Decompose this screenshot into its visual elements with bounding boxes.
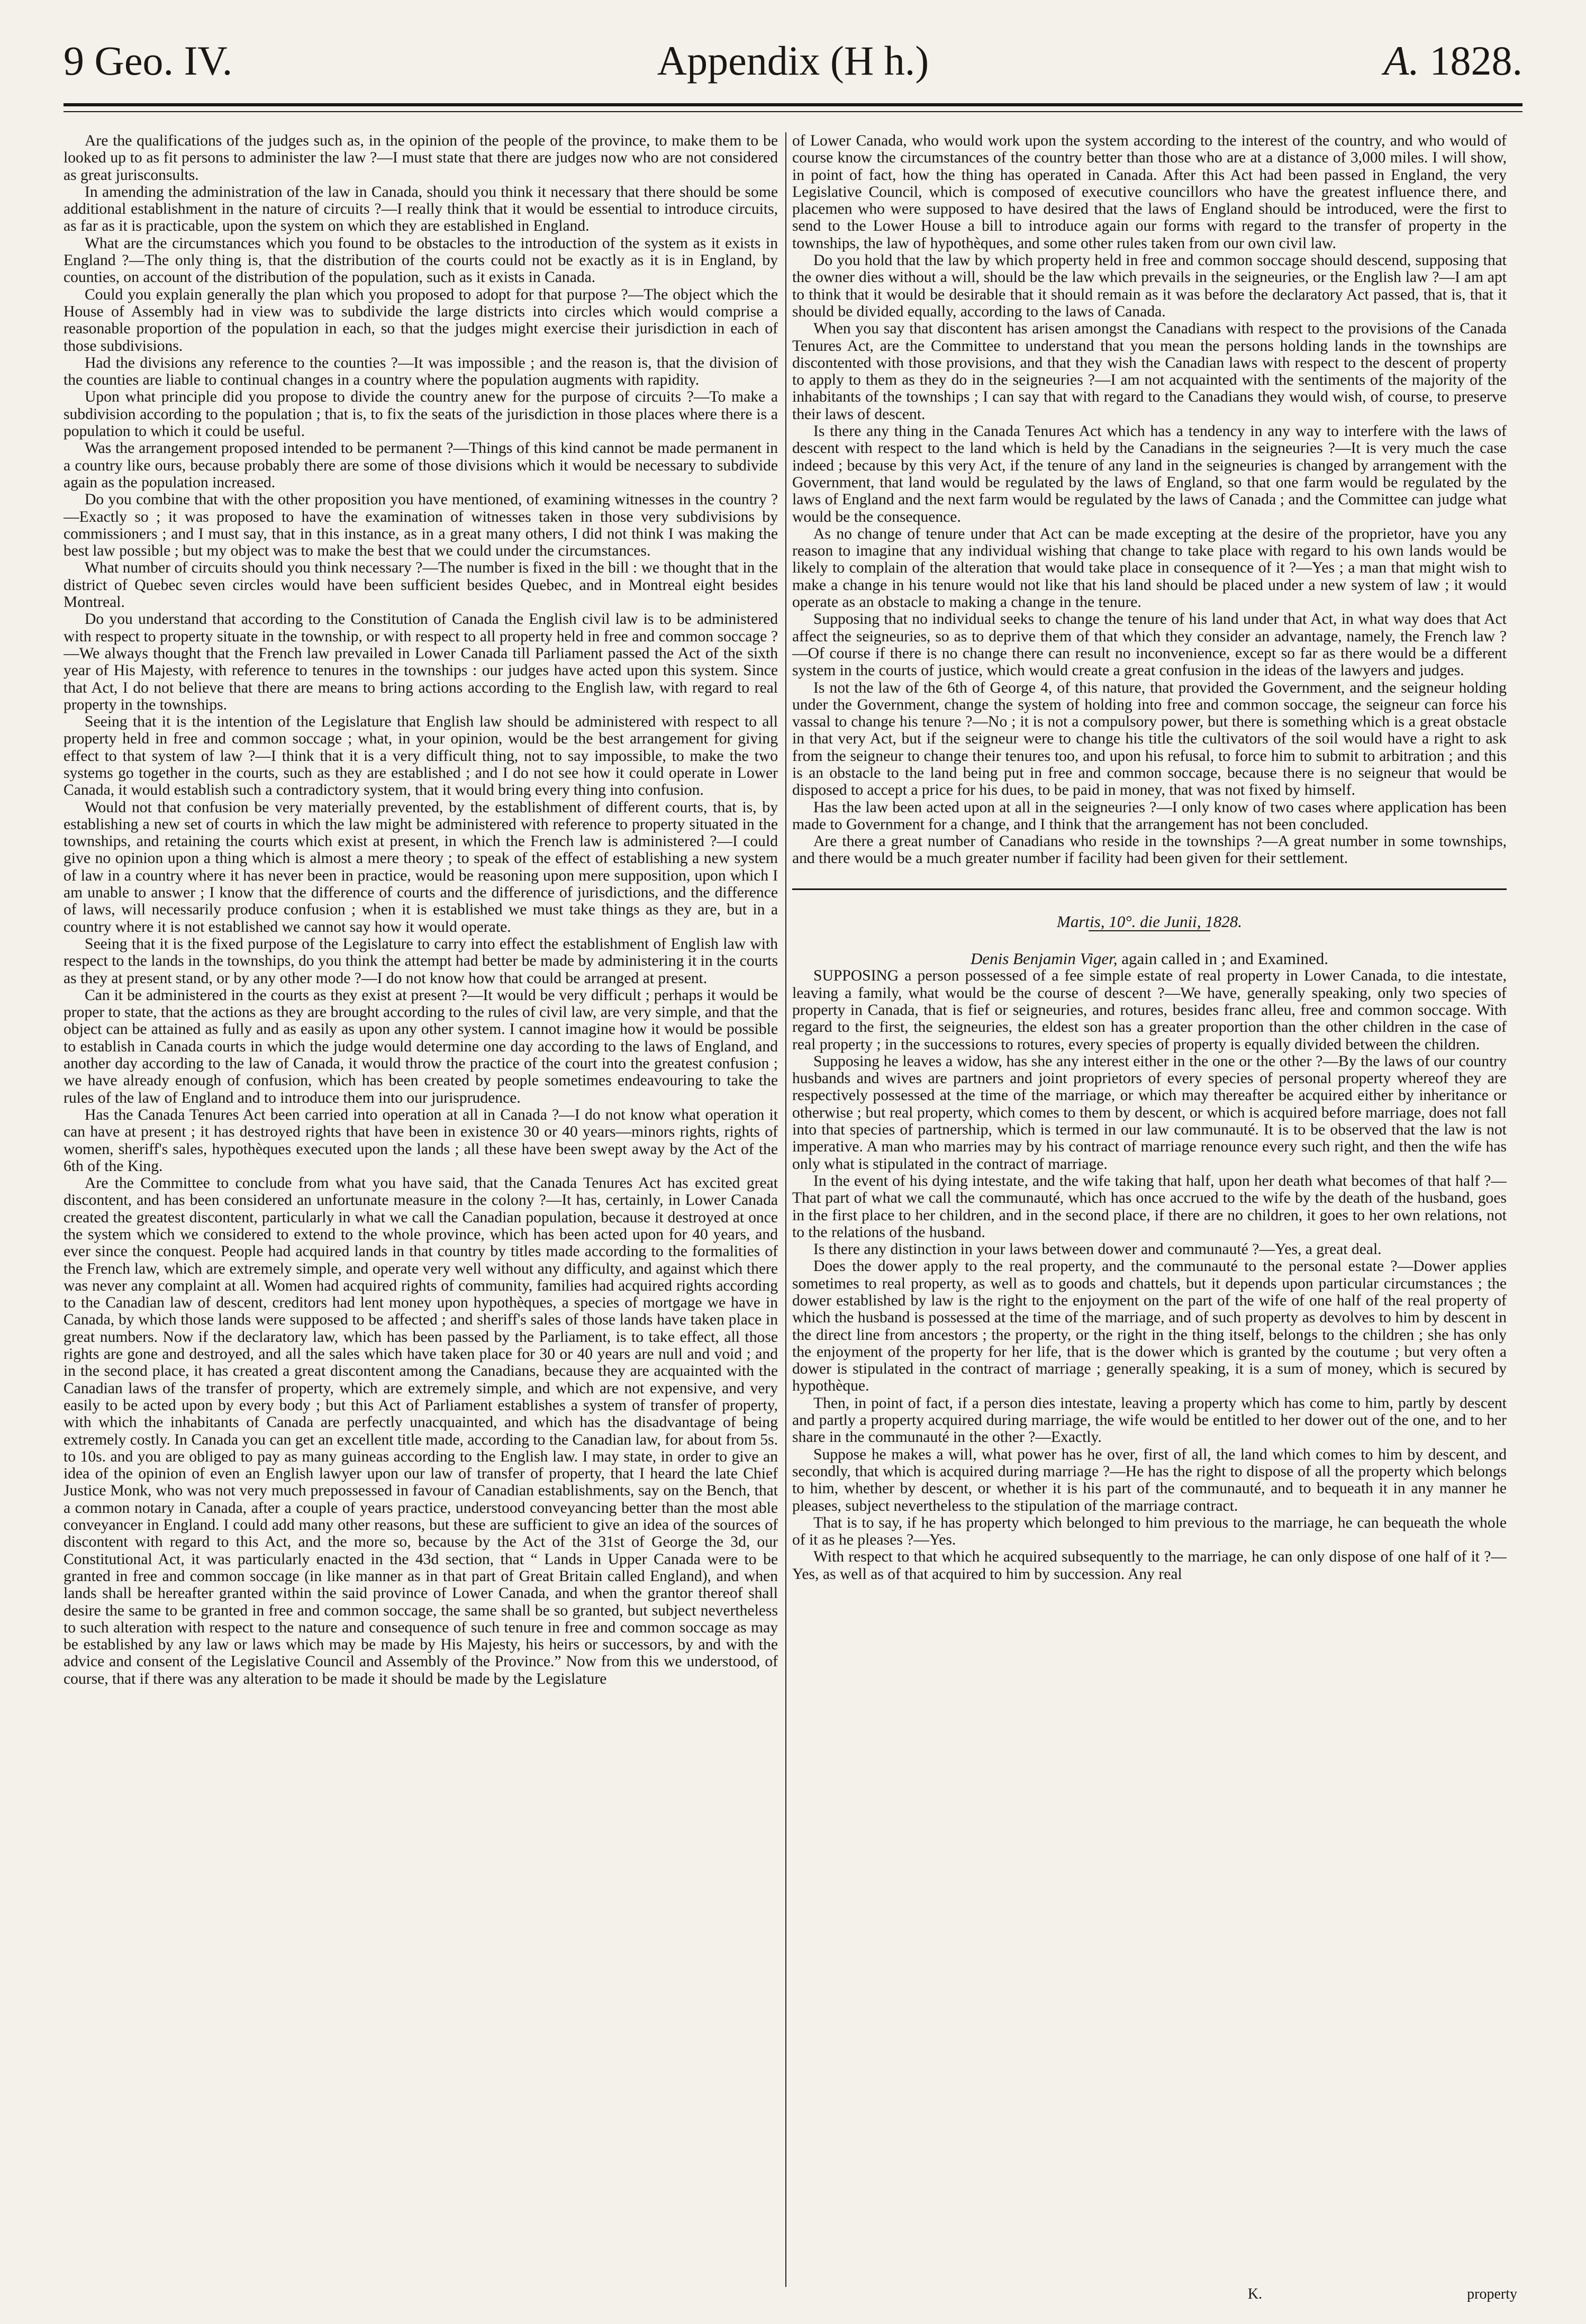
- left-paragraph: Can it be administered in the courts as they exist at present ?—It would be very difficult ; perhaps it would be proper to state, that the actions as they are brought according to the rules of civil law, are very simple, and that the object can be attained as fully and as easily as upon any other system. I cannot imagine how it would be possible to establish in Canada courts in which the judge would determine one day according to the laws of England, and another day according to the law of Canada, it would throw the practice of the court into the greatest confusion ; we have already enough of confusion, which has been created by people sometimes endeavouring to take the rules of the law of England and to introduce them into our jurisprudence.: [64, 986, 778, 1106]
- header-year-letter: A.: [1383, 38, 1419, 84]
- examination-paragraph: With respect to that which he acquired subsequently to the marriage, he can only dispose of one half of it ?—Yes, as well as of that acquired to him by succession. Any real: [792, 1548, 1507, 1583]
- page-header: [64, 32, 1522, 90]
- examination-paragraph: Then, in point of fact, if a person dies intestate, leaving a property which has come to him, partly by descent and partly a property acquired during marriage, the wife would be entitled to her dower out of the one, and to her share in the communauté in the other ?—Exactly.: [792, 1394, 1507, 1446]
- right-column: [792, 132, 1507, 2287]
- header-year-number: 1828.: [1429, 38, 1522, 84]
- examination-paragraph: Supposing he leaves a widow, has she any interest either in the one or the other ?—By the laws of our country husbands and wives are partners and joint proprietors of every species of personal property whereof they are respectively possessed at the time of the marriage, or which may thereafter be acquired either by inheritance or otherwise ; but real property, which comes to them by descent, or which is acquired before marriage, does not fall into that species of partnership, which is termed in our law communauté. It is to be observed that the law is not imperative. A man who marries may by his contract of marriage renounce every such right, and then the wife has only what is stipulated in the contract of marriage.: [792, 1052, 1507, 1173]
- witness-line: [792, 950, 1507, 967]
- dateline: Martis, 10°. die Junii, 1828.: [1057, 912, 1242, 931]
- examination-paragraph: Does the dower apply to the real property, and the communauté to the personal estate ?—Dower applies sometimes to real property, as well as to goods and chattels, but it depends upon particular circumstances ; the dower established by law is the right to the enjoyment on the part of the wife of one half of the real property of which the husband is possessed at the time of the marriage, and of such property as devolves to him by descent in the direct line from ancestors ; the property, or the right in the thing itself, belongs to the children ; she has only the enjoyment of the property for her life, that is the dower which is granted by the coutume ; but very often a dower is stipulated in the contract of marriage ; generally speaking, it is a sum of money, which is secured by hypothèque.: [792, 1258, 1507, 1395]
- right-paragraph: Has the law been acted upon at all in the seigneuries ?—I only know of two cases where application has been made to Government for a change, and I think that the arrangement has not been concluded.: [792, 798, 1507, 833]
- right-paragraph: Is there any thing in the Canada Tenures Act which has a tendency in any way to interfere with the laws of descent with respect to the land which is held by the Canadians in the seigneuries ?—It is very much the case indeed ; because by this very Act, if the tenure of any land in the seigneuries is changed by arrangement with the Government, that land would be regulated by the laws of England, so that one farm would be regulated by the laws of England and the next farm would be regulated by the laws of Canada ; and the Committee can judge what would be the consequence.: [792, 423, 1507, 525]
- left-paragraph: Was the arrangement proposed intended to be permanent ?—Things of this kind cannot be made permanent in a country like ours, because probably there are some of those divisions which it would be necessary to subdivide again as the population increased.: [64, 440, 778, 491]
- left-column: [64, 132, 778, 2287]
- signature-mark: K.: [1247, 2286, 1263, 2302]
- header-year: [1384, 32, 1522, 90]
- left-paragraph: Had the divisions any reference to the counties ?—It was impossible ; and the reason is, that the division of the counties are liable to continual changes in a country where the population augments with rapidity.: [64, 354, 778, 389]
- header-title: Appendix (H h.): [657, 38, 929, 84]
- left-paragraph: Could you explain generally the plan which you proposed to adopt for that purpose ?—The object which the House of Assembly had in view was to subdivide the large districts into circles which would comprise a reasonable proportion of the population in each, so that the judges might exercise their jurisdiction in each of those subdivisions.: [64, 286, 778, 355]
- examination-paragraph: SUPPOSING a person possessed of a fee simple estate of real property in Lower Canada, to die intestate, leaving a family, what would be the course of descent ?—We have, generally speaking, only two species of property in Canada, that is fief or seigneuries, and rotures, besides franc alleu, free and common soccage. With regard to the first, the seigneuries, the eldest son has a greater proportion than the other children in the case of real property ; in the successions to rotures, every species of property is equally divided between the children.: [792, 967, 1507, 1053]
- catchword: property: [1467, 2286, 1517, 2302]
- left-paragraph: Do you combine that with the other proposition you have mentioned, of examining witnesses in the country ?—Exactly so ; it was proposed to have the examination of witnesses taken in those very subdivisions by commissioners ; and I must say, that in this instance, as in a great many others, I did not think I was making the best law possible ; but my object was to make the best that we could under the circumstances.: [64, 491, 778, 560]
- left-paragraph: Are the Committee to conclude from what you have said, that the Canada Tenures Act has excited great discontent, and has been considered an unfortunate measure in the colony ?—It has, certainly, in Lower Canada created the greatest discontent, particularly in what we call the Canadian population, because it destroyed at once the system which we considered to extend to the whole province, which has been acted upon for 40 years, and ever since the conquest. People had acquired lands in that country by titles made according to the formalities of the French law, which are extremely simple, and operate very well without any difficulty, and against which there was never any complaint at all. Women had acquired rights of community, families had acquired rights according to the Canadian law of descent, creditors had lent money upon hypothèques, a species of mortgage we have in Canada, by which those lands were supposed to be affected ; and sheriff's sales of those lands have taken place in great numbers. Now if the declaratory law, which has been passed by the Parliament, is to take effect, all those rights are gone and destroyed, and all the sales which have taken place for 30 or 40 years are null and void ; and in the second place, it has created a great discontent among the Canadians, because they are acquainted with the Canadian laws of the transfer of property, which are extremely simple, and which are not expensive, and very easily to be acted upon by every body ; but this Act of Parliament establishes a system of transfer of property, with which the inhabitants of Canada are perfectly unacquainted, and which has the disadvantage of being extremely costly. In Canada you can get an excellent title made, according to the Canadian law, for about from 5s. to 10s. and you are obliged to pay as many guineas according to the English law. I may state, in order to give an idea of the opinion of even an English lawyer upon our law of transfer of property, that I heard the late Chief Justice Monk, who was not very much prepossessed in favour of Canadian establishments, say on the Bench, that a common notary in Canada, after a couple of years practice, understood conveyancing better than the most able conveyancer in England. I could add many other reasons, but these are sufficient to give an idea of the sources of discontent with regard to this Act, and the more so, because by the Act of the 31st of George the 3d, our Constitutional Act, it was particularly enacted in the 43d section, that “ Lands in Upper Canada were to be granted in free and common soccage (in like manner as in that part of Great Britain called England), and when lands shall be hereafter granted within the said province of Lower Canada, and when the grantor thereof shall desire the same to be granted in free and common soccage, the same shall be so granted, but subject nevertheless to such alteration with respect to the nature and consequence of such tenure in free and common soccage as may be established by any law or laws which may be made by His Majesty, his heirs or successors, by and with the advice and consent of the Legislative Council and Assembly of the Province.” Now from this we understood, of course, that if there was any alteration to be made it should be made by the Legislature: [64, 1175, 778, 1687]
- left-paragraph: Would not that confusion be very materially prevented, by the establishment of different courts, that is, by establishing a new set of courts in which the law might be administered with reference to property situated in the townships, and retaining the courts which exist at present, in which the French law is administered ?—I could give no opinion upon a thing which is almost a mere theory ; to speak of the effect of establishing a new system of law in a country where it has never been in practice, would be reasoning upon mere supposition, upon which I am unable to answer ; I know that the difference of courts and the difference of jurisdictions, and the difference of laws, will necessarily produce confusion ; when it is established we must take things as they are, but in a country where it is not established we cannot say how it would operate.: [64, 798, 778, 936]
- header-session: 9 Geo. IV.: [64, 38, 233, 84]
- right-paragraph: As no change of tenure under that Act can be made excepting at the desire of the proprietor, have you any reason to imagine that any individual wishing that change to take place with regard to his own lands would be likely to complain of the alteration that would take place in consequence of it ?—Yes ; a man that might wish to make a change in his tenure would not like that his land should be placed under a new system of law ; it would operate as an obstacle to making a change in the tenure.: [792, 525, 1507, 611]
- left-paragraph: What number of circuits should you think necessary ?—The number is fixed in the bill : we thought that in the district of Quebec seven circles would have been sufficient besides Quebec, and in Montreal eight besides Montreal.: [64, 559, 778, 611]
- header-rule-thick: [64, 103, 1522, 106]
- left-paragraph: In amending the administration of the law in Canada, should you think it necessary that there should be some additional establishment in the nature of circuits ?—I really think that it would be essential to introduce circuits, as far as it is practicable, upon the system on which they are established in England.: [64, 183, 778, 235]
- right-paragraph: Do you hold that the law by which property held in free and common soccage should descend, supposing that the owner dies without a will, should be the law which prevails in the seigneuries, or the English law ?—I am apt to think that it would be desirable that it should remain as it was before the declaratory Act passed, that is, that it should be divided equally, according to the laws of Canada.: [792, 252, 1507, 320]
- right-paragraph: Are there a great number of Canadians who reside in the townships ?—A great number in some townships, and there would be a much greater number if facility had been given for their settlement.: [792, 833, 1507, 867]
- left-paragraph: Do you understand that according to the Constitution of Canada the English civil law is to be administered with respect to property situate in the township, or with respect to all property held in free and common soccage ?—We always thought that the French law prevailed in Lower Canada till Parliament passed the Act of the sixth year of His Majesty, with reference to tenures in the townships : our judges have acted upon this system. Since that Act, I do not believe that there are means to bring actions according to the English law, with regard to real property in the townships.: [64, 611, 778, 713]
- examination-paragraph: Suppose he makes a will, what power has he over, first of all, the land which comes to him by descent, and secondly, that which is acquired during marriage ?—He has the right to dispose of all the property which belongs to him, whether by descent, or whether it is his part of the communauté, and to bequeath it in any manner he pleases, subject nevertheless to the stipulation of the marriage contract.: [792, 1446, 1507, 1514]
- examination-paragraph: In the event of his dying intestate, and the wife taking that half, upon her death what becomes of that half ?—That part of what we call the communauté, which has once accrued to the wife by the death of the husband, goes in the first place to her children, and in the second place, if there are no children, it goes to her own relations, not to the relations of the husband.: [792, 1172, 1507, 1241]
- page-footer: [1248, 2286, 1517, 2303]
- right-paragraph: of Lower Canada, who would work upon the system according to the interest of the country, and who would of course know the circumstances of the country better than those who are at a distance of 3,000 miles. I will show, in point of fact, how the thing has operated in Canada. After this Act had been passed in England, the very Legislative Council, which is composed of executive councillors who have the greatest influence there, and placemen who were supposed to have desired that the laws of England should be introduced, were the first to send to the Lower House a bill to introduce again our forms with regard to the transfer of property in the townships, the law of hypothèques, and some other rules taken from our own civil law.: [792, 132, 1507, 252]
- witness-name: Denis Benjamin Viger,: [970, 949, 1118, 968]
- section-separator: [792, 888, 1507, 890]
- left-paragraph: Are the qualifications of the judges such as, in the opinion of the people of the province, to make them to be looked up to as fit persons to administer the law ?—I must state that there are judges now who are not considered as great jurisconsults.: [64, 132, 778, 184]
- examination-paragraph: That is to say, if he has property which belonged to him previous to the marriage, he can bequeath the whole of it as he pleases ?—Yes.: [792, 1514, 1507, 1549]
- left-paragraph: Upon what principle did you propose to divide the country anew for the purpose of circuits ?—To make a subdivision according to the population ; that is, to fix the seats of the jurisdiction in those places where there is a population to which it could be useful.: [64, 388, 778, 440]
- left-paragraph: Seeing that it is the intention of the Legislature that English law should be administered with respect to all property held in free and common soccage ; what, in your opinion, would be the best arrangement for giving effect to that system of law ?—I think that it is a very difficult thing, not to say impossible, to make the two systems go together in the courts, such as they are established ; and I do not see how it could operate in Lower Canada, it would establish such a contradictory system, that it would bring every thing into confusion.: [64, 713, 778, 799]
- right-paragraph: Is not the law of the 6th of George 4, of this nature, that provided the Government, and the seigneur holding under the Government, change the system of holding into free and common soccage, the seigneur can force his vassal to change his tenure ?—No ; it is not a compulsory power, but there is something which is a great obstacle in that very Act, but if the seigneur were to change his title the cultivators of the soil would have a right to ask from the seigneur to change their tenures too, and upon his refusal, to force him to submit to arbitration ; and this is an obstacle to the land being put in free and common soccage, because there is no seigneur that would be disposed to accept a price for his dues, to be paid in money, that was not fixed by himself.: [792, 679, 1507, 799]
- examination-paragraph: Is there any distinction in your laws between dower and communauté ?—Yes, a great deal.: [813, 1241, 1382, 1258]
- left-paragraph: Seeing that it is the fixed purpose of the Legislature to carry into effect the establishment of English law with respect to the lands in the townships, do you think the attempt had better be made by administering it in the courts as they at present stand, or by any other mode ?—I do not know how that could be arranged at present.: [64, 935, 778, 987]
- column-divider: [785, 132, 786, 2287]
- witness-rest: again called in ; and Examined.: [1117, 949, 1329, 968]
- header-rule-thin: [64, 111, 1522, 112]
- right-paragraph: When you say that discontent has arisen amongst the Canadians with respect to the provisions of the Canada Tenures Act, are the Committee to understand that you mean the persons holding lands in the townships are discontented with those provisions, and that they wish the Canadian laws with respect to the descent of property to apply to them as they do in the seigneuries ?—I am not acquainted with the sentiments of the majority of the inhabitants of the townships ; I can say that with regard to the Canadians they would wish, of course, to preserve their laws of descent.: [792, 320, 1507, 423]
- left-paragraph: What are the circumstances which you found to be obstacles to the introduction of the system as it exists in England ?—The only thing is, that the distribution of the courts could not be exactly as it is in England, by counties, on account of the distribution of the population, such as it exists in Canada.: [64, 234, 778, 286]
- left-paragraph: Has the Canada Tenures Act been carried into operation at all in Canada ?—I do not know what operation it can have at present ; it has destroyed rights that have been in existence 30 or 40 years—minors rights, rights of women, sheriff's sales, hypothèques executed upon the lands ; all these have been swept away by the Act of the 6th of the King.: [64, 1106, 778, 1175]
- right-paragraph: Supposing that no individual seeks to change the tenure of his land under that Act, in what way does that Act affect the seigneuries, so as to deprive them of that which they consider an advantage, namely, the French law ?—Of course if there is no change there can result no inconvenience, except so far as there would be a different system in the courts of justice, which would create a great confusion in the ideas of the lawyers and judges.: [792, 611, 1507, 679]
